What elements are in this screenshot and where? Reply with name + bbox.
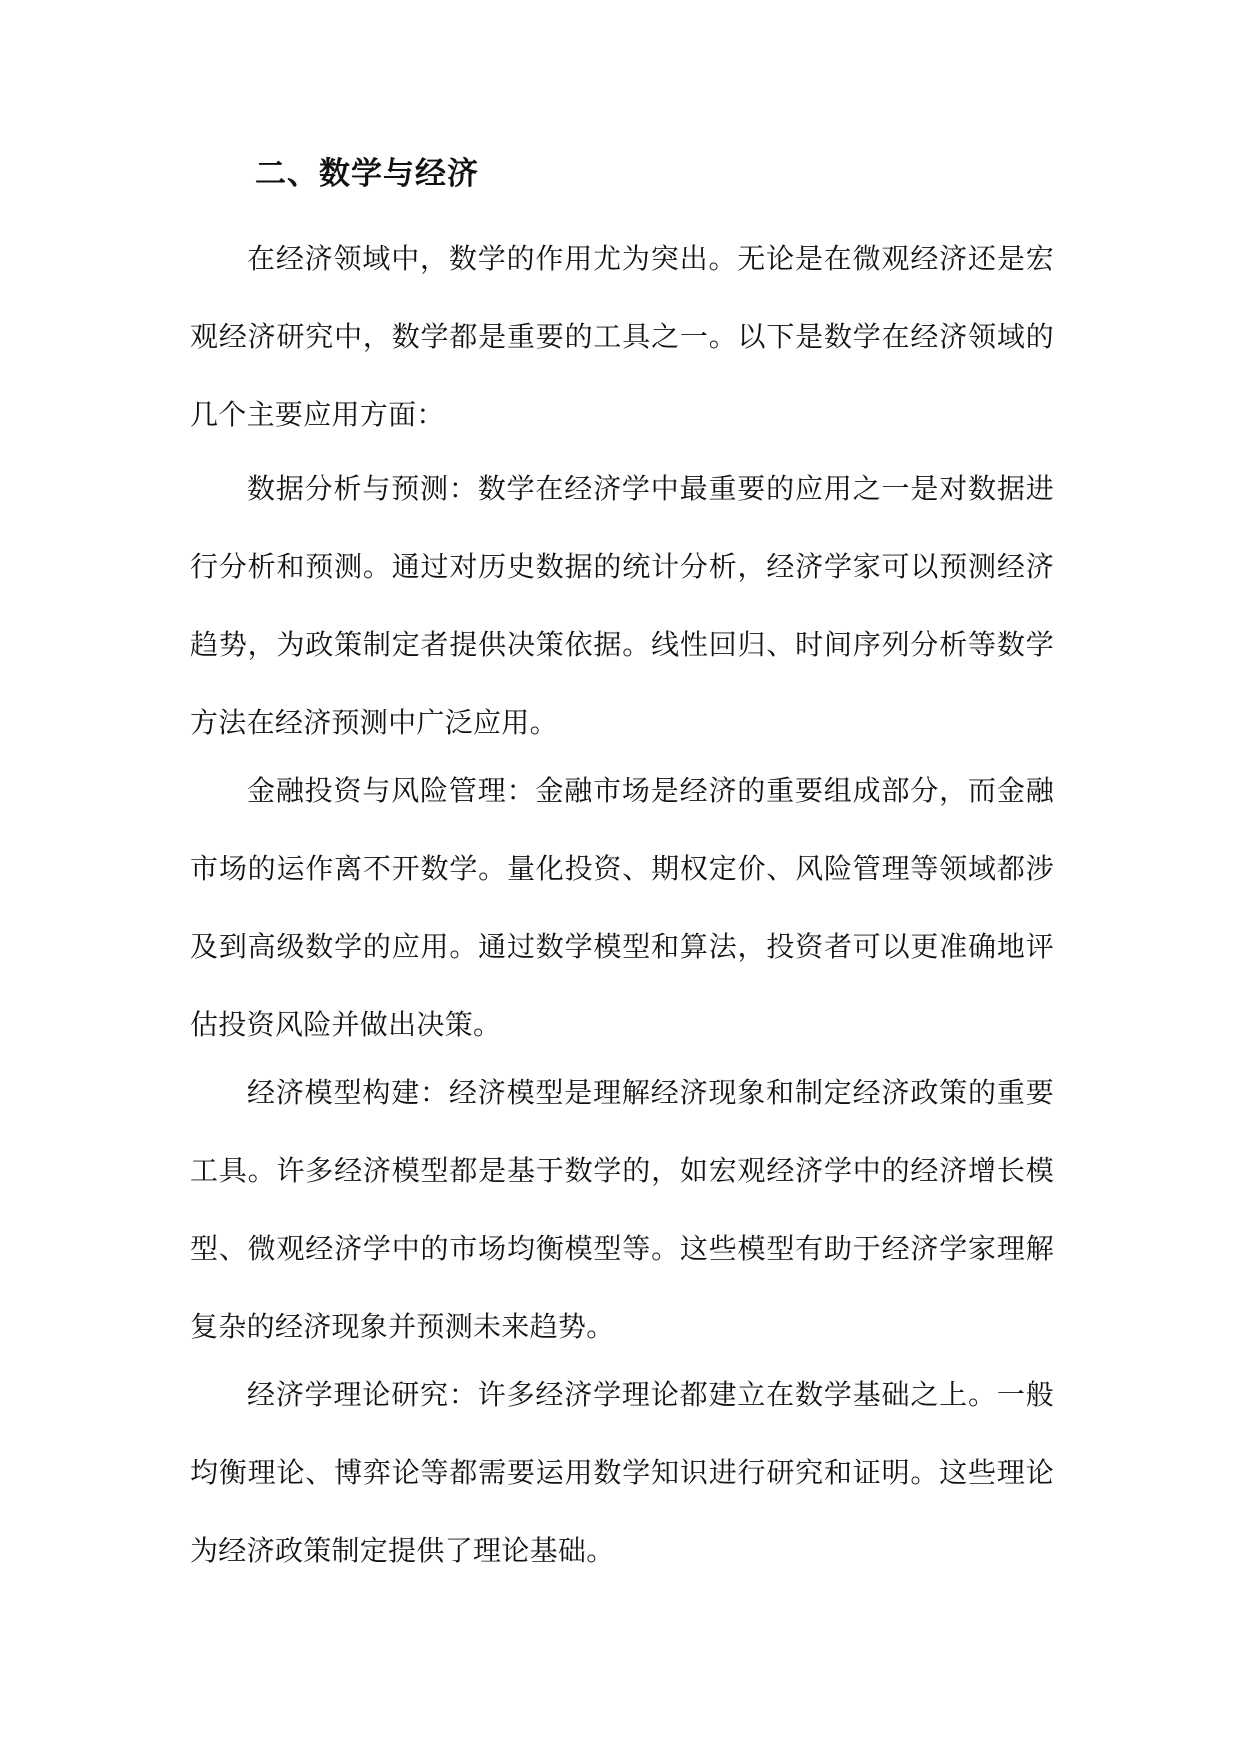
intro-paragraph: 在经济领域中，数学的作用尤为突出。无论是在微观经济还是宏观经济研究中，数学都是重要的工具之一。以下是数学在经济领域的几个主要应用方面：	[190, 242, 1054, 431]
section-heading: 二、数学与经济	[255, 156, 479, 192]
economic-models-paragraph: 经济模型构建：经济模型是理解经济现象和制定经济政策的重要工具。许多经济模型都是基于数学的，如宏观经济学中的经济增长模型、微观经济学中的市场均衡模型等。这些模型有助于经济学家理解复杂的经济现象并预测未来趋势。	[190, 1076, 1054, 1343]
data-analysis-paragraph: 数据分析与预测：数学在经济学中最重要的应用之一是对数据进行分析和预测。通过对历史数据的统计分析，经济学家可以预测经济趋势，为政策制定者提供决策依据。线性回归、时间序列分析等数学方法在经济预测中广泛应用。	[190, 472, 1054, 739]
economic-theory-paragraph: 经济学理论研究：许多经济学理论都建立在数学基础之上。一般均衡理论、博弈论等都需要运用数学知识进行研究和证明。这些理论为经济政策制定提供了理论基础。	[190, 1378, 1054, 1567]
finance-risk-paragraph: 金融投资与风险管理：金融市场是经济的重要组成部分，而金融市场的运作离不开数学。量化投资、期权定价、风险管理等领域都涉及到高级数学的应用。通过数学模型和算法，投资者可以更准确地评估投资风险并做出决策。	[190, 774, 1054, 1041]
